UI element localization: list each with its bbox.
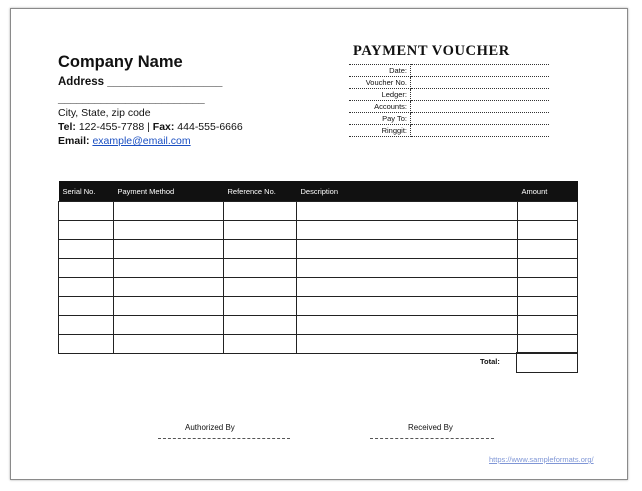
- description-cell[interactable]: [297, 335, 518, 354]
- payment-method-cell[interactable]: [114, 202, 224, 221]
- address-line: [58, 76, 222, 88]
- table-row: [59, 278, 578, 297]
- payment-method-cell[interactable]: [114, 240, 224, 259]
- amount-cell[interactable]: [518, 202, 578, 221]
- reference-cell[interactable]: [224, 316, 297, 335]
- table-row: [59, 221, 578, 240]
- table-row: [59, 297, 578, 316]
- address-line-2: ________________________: [58, 93, 205, 105]
- total-amount-field[interactable]: [516, 352, 578, 373]
- voucher-field-label: Accounts:: [349, 101, 411, 113]
- reference-cell[interactable]: [224, 221, 297, 240]
- authorized-by-label: Authorized By: [185, 423, 235, 432]
- tel-label: Tel:: [58, 121, 76, 133]
- payment-method-cell[interactable]: [114, 335, 224, 354]
- voucher-field-value[interactable]: [411, 125, 550, 137]
- reference-cell[interactable]: [224, 297, 297, 316]
- voucher-field-value[interactable]: [411, 101, 550, 113]
- company-name: Company Name: [58, 53, 183, 71]
- serial-cell[interactable]: [59, 221, 114, 240]
- table-row: [59, 202, 578, 221]
- phone-fax-line: [58, 121, 243, 133]
- total-label: Total:: [480, 357, 500, 366]
- serial-cell[interactable]: [59, 202, 114, 221]
- description-cell[interactable]: [297, 221, 518, 240]
- col-description: Description: [297, 181, 518, 202]
- table-row: [59, 335, 578, 354]
- received-by-label: Received By: [408, 423, 453, 432]
- voucher-field-label: Ledger:: [349, 89, 411, 101]
- voucher-details: [349, 64, 549, 137]
- fax-label: Fax:: [152, 121, 175, 133]
- footer-link[interactable]: https://www.sampleformats.org/: [489, 455, 594, 464]
- description-cell[interactable]: [297, 297, 518, 316]
- reference-cell[interactable]: [224, 240, 297, 259]
- voucher-field-label: Ringgit:: [349, 125, 411, 137]
- authorized-signature-line[interactable]: [158, 438, 290, 439]
- description-cell[interactable]: [297, 240, 518, 259]
- serial-cell[interactable]: [59, 335, 114, 354]
- voucher-field-value[interactable]: [411, 77, 550, 89]
- payment-method-cell[interactable]: [114, 259, 224, 278]
- table-row: [59, 259, 578, 278]
- payment-table: [58, 181, 578, 354]
- payment-method-cell[interactable]: [114, 278, 224, 297]
- received-signature-line[interactable]: [370, 438, 494, 439]
- col-amount: Amount: [518, 181, 578, 202]
- description-cell[interactable]: [297, 316, 518, 335]
- serial-cell[interactable]: [59, 259, 114, 278]
- email-link[interactable]: example@email.com: [92, 135, 191, 147]
- reference-cell[interactable]: [224, 202, 297, 221]
- description-cell[interactable]: [297, 259, 518, 278]
- amount-cell[interactable]: [518, 259, 578, 278]
- payment-method-cell[interactable]: [114, 316, 224, 335]
- serial-cell[interactable]: [59, 278, 114, 297]
- voucher-field-value[interactable]: [411, 65, 550, 77]
- voucher-field-label: Pay To:: [349, 113, 411, 125]
- amount-cell[interactable]: [518, 240, 578, 259]
- serial-cell[interactable]: [59, 316, 114, 335]
- voucher-field-value[interactable]: [411, 113, 550, 125]
- amount-cell[interactable]: [518, 221, 578, 240]
- voucher-field-row: [349, 101, 549, 113]
- payment-method-cell[interactable]: [114, 297, 224, 316]
- address-fill: __________________: [107, 76, 223, 88]
- amount-cell[interactable]: [518, 278, 578, 297]
- email-line: [58, 135, 191, 147]
- voucher-field-row: [349, 89, 549, 101]
- amount-cell[interactable]: [518, 335, 578, 354]
- email-label: Email:: [58, 135, 90, 147]
- address-label: Address: [58, 76, 105, 88]
- fax-value: 444-555-6666: [177, 121, 243, 133]
- table-row: [59, 240, 578, 259]
- payment-method-cell[interactable]: [114, 221, 224, 240]
- amount-cell[interactable]: [518, 316, 578, 335]
- serial-cell[interactable]: [59, 297, 114, 316]
- amount-cell[interactable]: [518, 297, 578, 316]
- voucher-field-label: Date:: [349, 65, 411, 77]
- voucher-field-row: [349, 125, 549, 137]
- reference-cell[interactable]: [224, 259, 297, 278]
- reference-cell[interactable]: [224, 278, 297, 297]
- col-payment-method: Payment Method: [114, 181, 224, 202]
- col-serial-no: Serial No.: [59, 181, 114, 202]
- city-state-zip: City, State, zip code: [58, 107, 151, 119]
- table-row: [59, 316, 578, 335]
- col-reference-no: Reference No.: [224, 181, 297, 202]
- table-header-row: [59, 181, 578, 202]
- voucher-title: PAYMENT VOUCHER: [353, 43, 510, 59]
- voucher-field-label: Voucher No.: [349, 77, 411, 89]
- tel-value: 122-455-7788: [78, 121, 145, 133]
- serial-cell[interactable]: [59, 240, 114, 259]
- reference-cell[interactable]: [224, 335, 297, 354]
- description-cell[interactable]: [297, 278, 518, 297]
- voucher-field-row: [349, 113, 549, 125]
- separator: |: [147, 121, 150, 133]
- voucher-field-row: [349, 65, 549, 77]
- description-cell[interactable]: [297, 202, 518, 221]
- voucher-field-row: [349, 77, 549, 89]
- voucher-field-value[interactable]: [411, 89, 550, 101]
